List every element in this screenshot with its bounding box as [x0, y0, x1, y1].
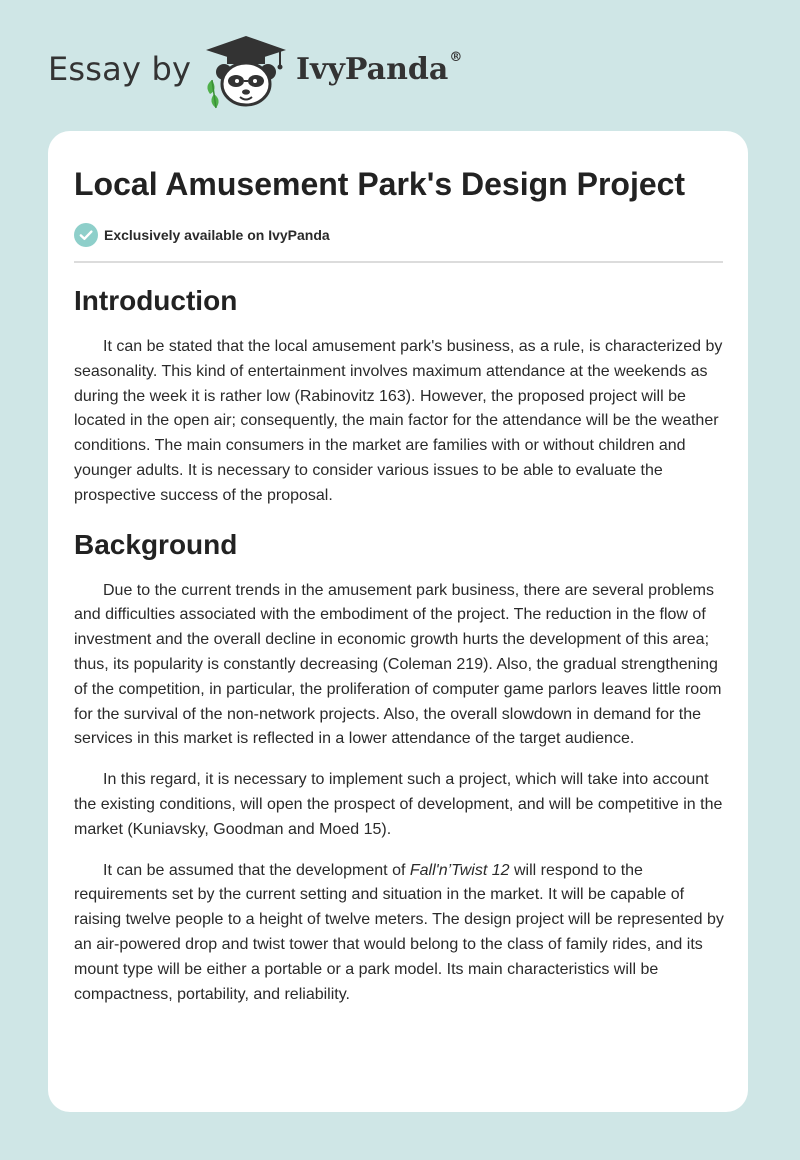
- section-heading: Introduction: [74, 285, 238, 316]
- paragraph: Due to the current trends in the amusement park business, there are several problems and difficulties associated with the embodiment of the project. The reduction in the flow of investment and the overall decline in economic growth hurts the development of this area; thus, its popularity is constantly decreasing (Coleman 219). Also, the gradual strengthening of the competition, in particular, the proliferation of computer game parlors leaves little room for the survival of the non-network projects. Also, the overall slowdown in demand for the services in this market is reflected in a lower attendance of the target audience.: [74, 581, 722, 748]
- exclusive-badge: [74, 223, 330, 247]
- divider: [74, 261, 723, 263]
- essay-body: [74, 281, 724, 1023]
- check-circle-icon: [74, 223, 98, 247]
- section-background: [74, 525, 724, 1008]
- paragraph-text: It can be assumed that the development of: [103, 861, 410, 879]
- paragraph: [74, 859, 724, 1008]
- panda-graduate-icon[interactable]: [200, 30, 292, 110]
- page-title: Local Amusement Park's Design Project: [74, 166, 686, 202]
- essay-card: [48, 131, 748, 1112]
- ivypanda-wordmark[interactable]: [296, 52, 462, 87]
- paragraph-text: will respond to the requirements set by the current setting and situation in the market. It will be capable of raising twelve people to a height of twelve meters. The design project will be represented by an air-powered drop and twist tower that would belong to the class of family rides, and its mount type will be either a portable or a park model. Its main characteristics will be compactness, portability, and reliability.: [74, 861, 724, 1003]
- brand-name-text: IvyPanda: [296, 52, 449, 87]
- paragraph: It can be stated that the local amusement park's business, as a rule, is characterized by seasonality. This kind of entertainment involves maximum attendance at the weekends as during the week it is rather low (Rabinovitz 163). However, the proposed project will be located in the open air; consequently, the main factor for the attendance will be the weather conditions. The main consumers in the market are families with or without children and younger adults. It is necessary to consider various issues to be able to evaluate the prospective success of the proposal.: [74, 338, 723, 504]
- exclusive-badge-text: Exclusively available on IvyPanda: [104, 227, 330, 243]
- section-heading: Background: [74, 528, 238, 560]
- registered-mark: ®: [449, 50, 463, 65]
- paragraph: In this regard, it is necessary to implement such a project, which will take into account the existing conditions, will open the prospect of development, and will be competitive in the market (Kuniavsky, Goodman and Moed 15).: [74, 771, 723, 838]
- site-header: [0, 0, 800, 120]
- ride-name: Fall'n’Twist 12: [409, 861, 510, 879]
- section-introduction: [74, 281, 724, 509]
- essay-by-label: Essay by: [48, 50, 192, 88]
